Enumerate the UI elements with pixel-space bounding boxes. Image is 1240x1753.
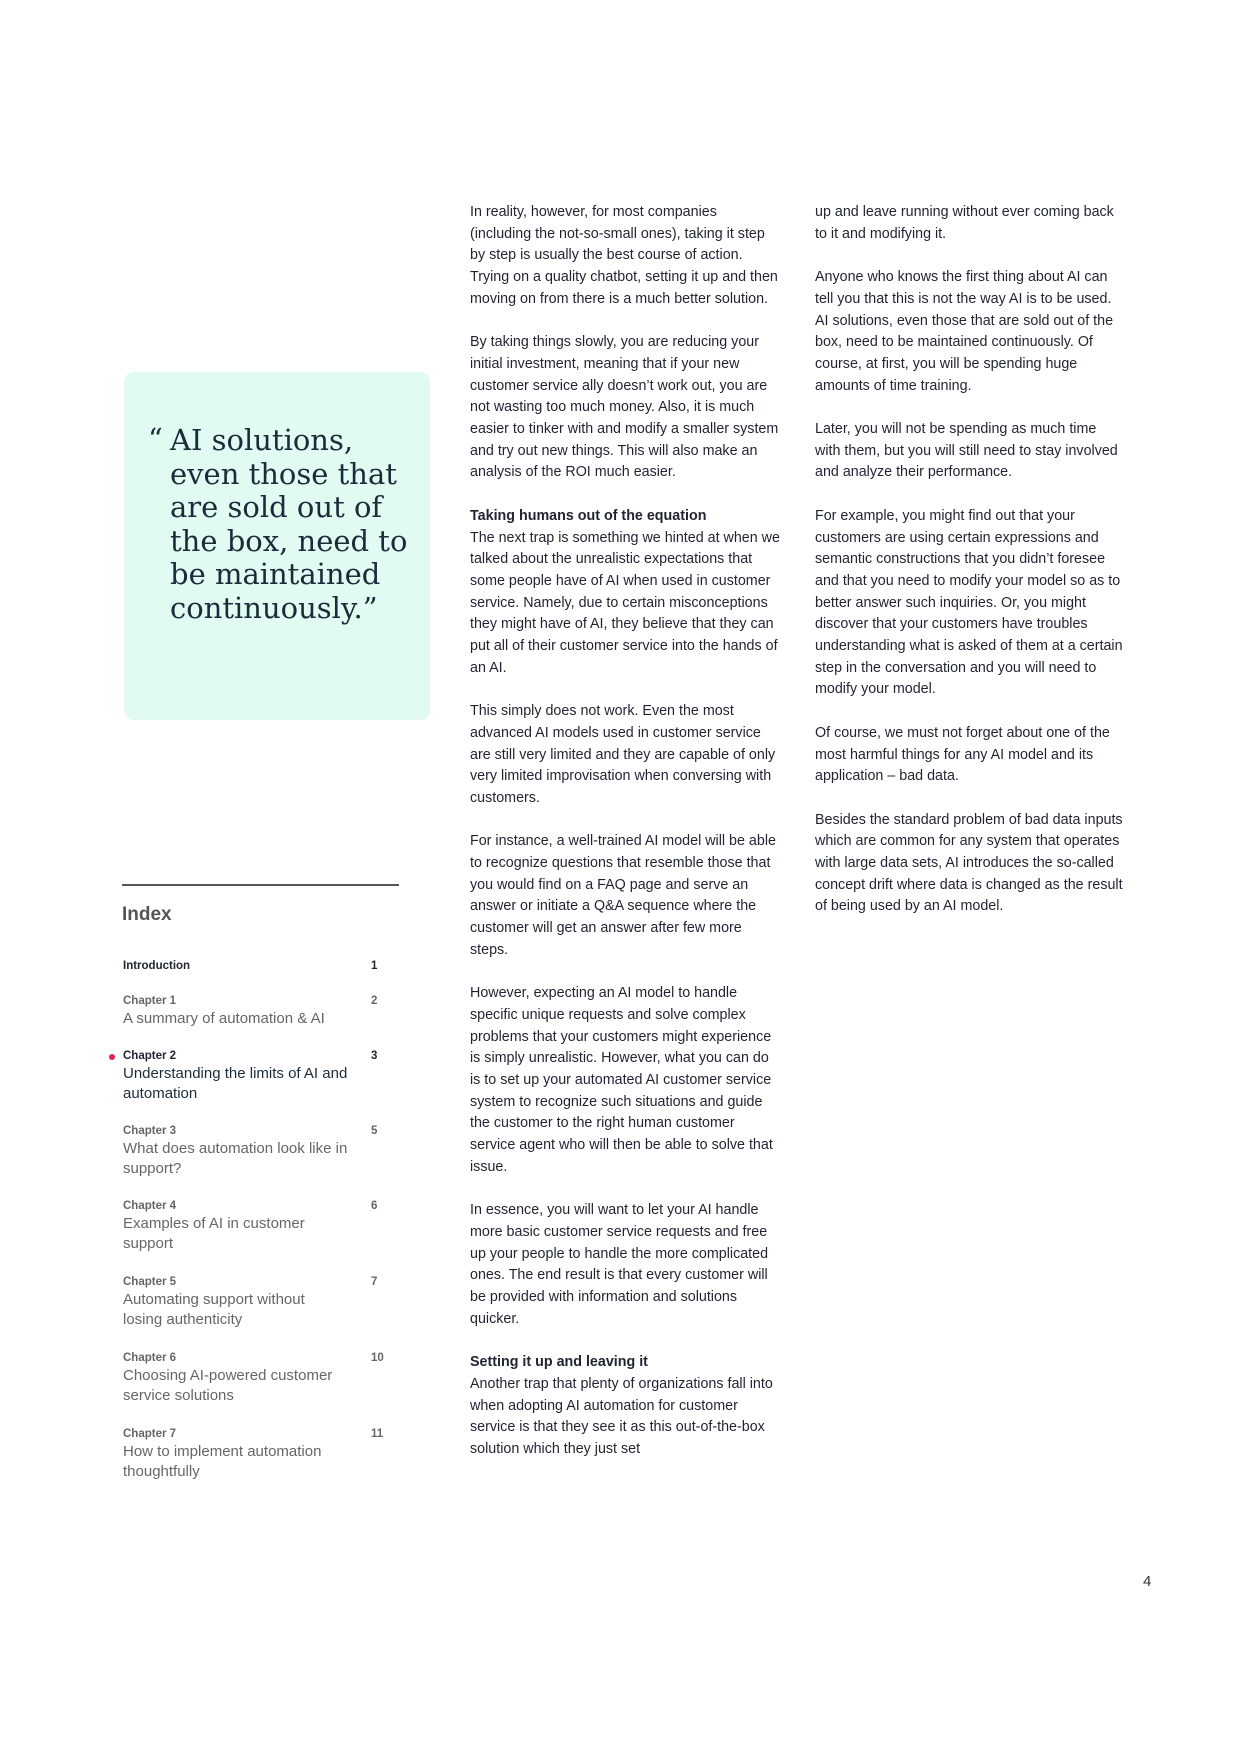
toc-chapter-title: Automating support without losing authenticity [123, 1291, 305, 1328]
toc-page-number: 7 [371, 1276, 378, 1288]
paragraph: In essence, you will want to let your AI handle more basic customer service requests and free up your people to handle the more complicated ones. The end result is that every customer will be provided with information and solutions quicker. [470, 1202, 769, 1327]
body-column-left [470, 202, 780, 1482]
current-chapter-dot-icon [109, 1054, 115, 1060]
toc-chapter-title: Examples of AI in customer support [123, 1215, 305, 1252]
toc-page-number: 10 [371, 1352, 384, 1364]
toc-chapter-label: Chapter 5 [123, 1276, 177, 1288]
paragraph: Of course, we must not forget about one of the most harmful things for any AI model and its application – bad data. [815, 724, 1110, 785]
toc-page-number: 1 [371, 960, 378, 972]
toc-chapter-title: How to implement automation thoughtfully [123, 1443, 322, 1480]
paragraph: This simply does not work. Even the most advanced AI models used in customer service are still very limited and they are capable of only very limited improvisation when conversing with customers. [470, 703, 776, 806]
toc-item-chapter-4[interactable] [123, 1200, 383, 1253]
toc-chapter-label: Chapter 4 [123, 1200, 177, 1212]
section-heading: Taking humans out of the equation [470, 507, 707, 524]
index-divider [122, 884, 399, 886]
index-title: Index [122, 904, 172, 925]
toc-item-chapter-6[interactable] [123, 1352, 383, 1405]
section-heading: Setting it up and leaving it [470, 1354, 648, 1371]
paragraph: In reality, however, for most companies (including the not-so-small ones), taking it step by step is usually the best course of action. Trying on a quality chatbot, setting it up and then moving on from there is a much better solution. [470, 204, 778, 307]
toc-chapter-label: Chapter 7 [123, 1428, 177, 1440]
toc-chapter-label: Chapter 1 [123, 995, 177, 1007]
toc-chapter-title: Choosing AI-powered customer service solutions [123, 1367, 333, 1404]
paragraph: However, expecting an AI model to handle specific unique requests and solve complex problems that your customers might experience is simply unrealistic. However, what you can do is to set up your automated AI customer service system to recognize such situations and guide the customer to the right human customer service agent who will then be able to solve that issue. [470, 985, 773, 1175]
body-column-right [815, 202, 1125, 940]
paragraph: By taking things slowly, you are reducing your initial investment, meaning that if your new customer service ally doesn’t work out, you are not wasting too much money. Also, it is much easier to tinker with and modify a smaller system and try out new things. This will also make an analysis of the ROI much easier. [470, 334, 779, 481]
pull-quote-text: AI solutions, even those that are sold out of the box, need to be maintained continuously.” [170, 423, 408, 625]
toc-page-number: 3 [371, 1050, 378, 1062]
toc-item-chapter-5[interactable] [123, 1276, 383, 1329]
paragraph: Later, you will not be spending as much time with them, but you will still need to stay involved and analyze their performance. [815, 421, 1118, 481]
toc-chapter-title: Understanding the limits of AI and automation [123, 1065, 348, 1102]
toc-chapter-title: A summary of automation & AI [123, 1010, 325, 1027]
toc-item-introduction[interactable] [123, 960, 383, 972]
toc-item-chapter-3[interactable] [123, 1125, 383, 1178]
paragraph: For instance, a well-trained AI model will be able to recognize questions that resemble those that you would find on a FAQ page and serve an answer or initiate a Q&A sequence where the customer will get an answer after few more steps. [470, 833, 776, 958]
page-number: 4 [1143, 1573, 1152, 1590]
toc-chapter-title: What does automation look like in support? [123, 1140, 348, 1177]
paragraph: Besides the standard problem of bad data inputs which are common for any system that operates with large data sets, AI introduces the so-called concept drift where data is changed as the result of being used by an AI model. [815, 811, 1123, 915]
paragraph: For example, you might find out that your customers are using certain expressions and semantic constructions that you didn’t foresee and that you need to modify your model so as to better answer such inquiries. Or, you might discover that your customers have troubles understanding what is asked of them at a certain step in the conversation and you will need to modify your model. [815, 507, 1123, 698]
toc-page-number: 2 [371, 995, 378, 1007]
paragraph: up and leave running without ever coming back to it and modifying it. [815, 204, 1114, 242]
toc-item-chapter-1[interactable] [123, 995, 383, 1029]
toc-chapter-label: Chapter 2 [123, 1050, 177, 1062]
toc-chapter-label: Chapter 3 [123, 1125, 177, 1137]
toc-page-number: 11 [371, 1428, 384, 1440]
paragraph: Anyone who knows the first thing about AI can tell you that this is not the way AI is to be used. AI solutions, even those that are sold out of the box, need to be maintained continuously. Of course, at first, you will be spending huge amounts of time training. [815, 269, 1114, 394]
paragraph: Another trap that plenty of organizations fall into when adopting AI automation for customer service is that they see it as this out-of-the-box solution which they just set [470, 1375, 773, 1457]
toc-chapter-label: Introduction [123, 960, 191, 972]
toc-item-chapter-7[interactable] [123, 1428, 383, 1481]
toc-page-number: 5 [371, 1125, 378, 1137]
toc-chapter-label: Chapter 6 [123, 1352, 177, 1364]
quote-open-mark: “ [148, 422, 163, 456]
toc-page-number: 6 [371, 1200, 378, 1212]
toc-item-chapter-2[interactable] [123, 1050, 383, 1103]
paragraph: The next trap is something we hinted at when we talked about the unrealistic expectations that some people have of AI when used in customer service. Namely, due to certain misconceptions they might have of AI, they believe that they can put all of their customer service into the hands of an AI. [470, 529, 780, 676]
